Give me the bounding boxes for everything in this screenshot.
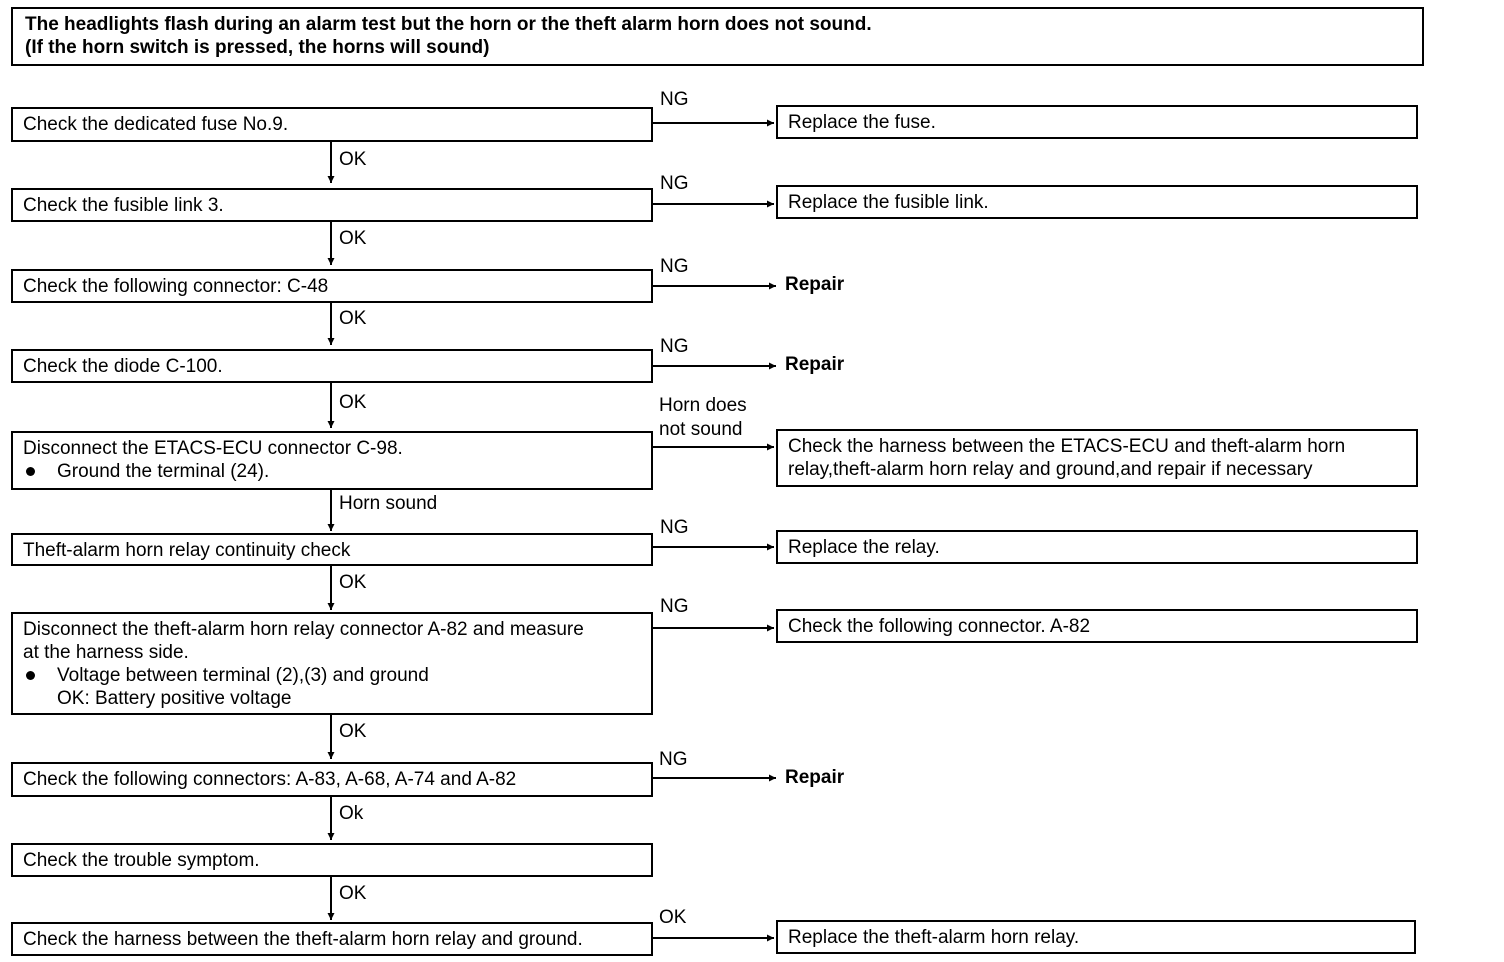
result-box-2 [776,185,1418,219]
side-label-5-line-2: not sound [659,419,743,440]
result-2-text: Replace the fusible link. [788,192,989,213]
side-label-5-line-1: Horn does [659,395,747,416]
step-7-line-1: Disconnect the theft-alarm horn relay connector A-82 and measure [23,619,584,640]
result-7-text: Check the following connector. A-82 [788,616,1091,637]
side-label-2: NG [660,173,689,194]
result-box-5 [776,429,1418,487]
step-5-line-1: Disconnect the ETACS-ECU connector C-98. [23,438,403,459]
step-1-text: Check the dedicated fuse No.9. [23,114,289,135]
header-line-2: (If the horn switch is pressed, the horns will sound) [25,37,490,58]
result-box-10 [776,920,1416,954]
side-label-8: NG [659,749,688,770]
result-8-repair: Repair [785,767,845,788]
step-7-sub: OK: Battery positive voltage [57,688,292,709]
step-3-text: Check the following connector: C-48 [23,276,329,297]
down-label-9: OK [339,883,367,904]
step-10-text: Check the harness between the theft-alarm horn relay and ground. [23,929,583,950]
step-box-8 [11,762,653,797]
step-box-3 [11,269,653,303]
result-4-repair: Repair [785,354,845,375]
result-6-text: Replace the relay. [788,537,940,558]
step-9-text: Check the trouble symptom. [23,850,260,871]
down-label-3: OK [339,308,367,329]
result-box-7 [776,609,1418,643]
down-label-6: OK [339,572,367,593]
result-5-line-1: Check the harness between the ETACS-ECU and theft-alarm horn [788,436,1346,457]
side-label-10: OK [659,907,687,928]
side-label-1: NG [660,89,689,110]
step-box-6 [11,533,653,566]
header-line-1: The headlights flash during an alarm test but the horn or the theft alarm horn does not sound. [25,14,872,35]
header-box [11,7,1424,66]
step-4-text: Check the diode C-100. [23,356,223,377]
result-10-text: Replace the theft-alarm horn relay. [788,927,1080,948]
result-box-6 [776,530,1418,564]
step-box-2 [11,188,653,222]
down-label-2: OK [339,228,367,249]
step-7-line-2: at the harness side. [23,642,189,663]
side-label-4: NG [660,336,689,357]
result-3-repair: Repair [785,274,845,295]
step-box-5 [11,431,653,490]
result-box-1 [776,105,1418,139]
side-label-7: NG [660,596,689,617]
down-label-4: OK [339,392,367,413]
step-box-4 [11,349,653,383]
result-1-text: Replace the fuse. [788,112,936,133]
step-box-9 [11,843,653,877]
down-label-1: OK [339,149,367,170]
side-label-3: NG [660,256,689,277]
step-2-text: Check the fusible link 3. [23,195,224,216]
step-6-text: Theft-alarm horn relay continuity check [23,540,351,561]
step-box-10 [11,922,653,956]
down-label-7: OK [339,721,367,742]
result-5-line-2: relay,theft-alarm horn relay and ground,and repair if necessary [788,459,1313,480]
down-label-8: Ok [339,803,364,824]
step-8-text: Check the following connectors: A-83, A-68, A-74 and A-82 [23,769,517,790]
step-7-bullet: Voltage between terminal (2),(3) and ground [23,664,641,687]
down-label-5: Horn sound [339,493,438,514]
step-box-1 [11,107,653,142]
side-label-6: NG [660,517,689,538]
step-box-7 [11,612,653,715]
step-5-bullet: Ground the terminal (24). [23,460,641,483]
